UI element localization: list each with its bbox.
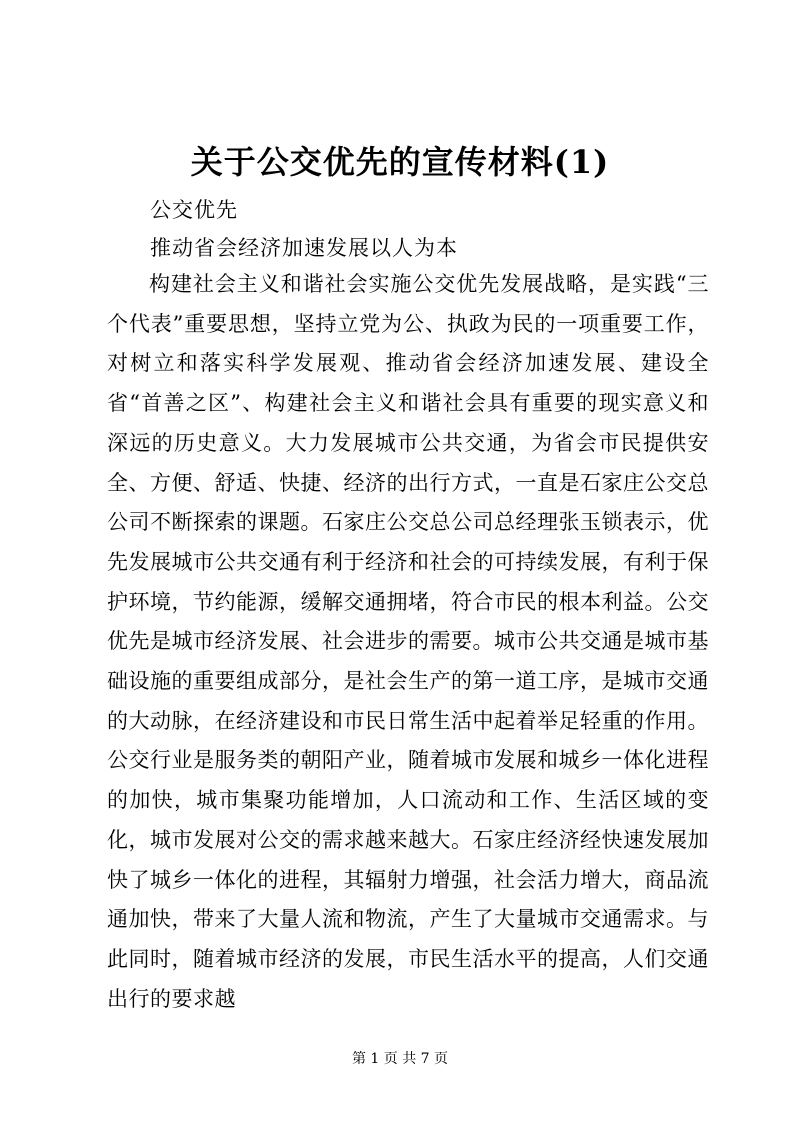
- subheading-theme: 推动省会经济加速发展以人为本: [150, 236, 458, 260]
- page-title: 关于公交优先的宣传材料(1): [190, 143, 610, 181]
- page-footer: 第 1 页 共 7 页: [351, 1051, 449, 1067]
- body-paragraph: 构建社会主义和谐社会实施公交优先发展战略，是实践“三个代表”重要思想，坚持立党为公、执政为民的一项重要工作，对树立和落实科学发展观、推动省会经济加速发展、建设全省“首善之区”、构建社会主义和谐社会具有重要的现实意义和深远的历史意义。大力发展城市公共交通，为省会市民提供安全、方便、舒适、快捷、经济的出行方式，一直是石家庄公交总公司不断探索的课题。石家庄公交总公司总经理张玉锁表示，优先发展城市公共交通有利于经济和社会的可持续发展，有利于保护环境，节约能源，缓解交通拥堵，符合市民的根本利益。公交优先是城市经济发展、社会进步的需要。城市公共交通是城市基础设施的重要组成部分，是社会生产的第一道工序，是城市交通的大动脉，在经济建设和市民日常生活中起着举足轻重的作用。公交行业是服务类的朝阳产业，随着城市发展和城乡一体化进程的加快，城市集聚功能增加，人口流动和工作、生活区域的变化，城市发展对公交的需求越来越大。石家庄经济经快速发展加快了城乡一体化的进程，其辐射力增强，社会活力增大，商品流通加快，带来了大量人流和物流，产生了大量城市交通需求。与此同时，随着城市经济的发展，市民生活水平的提高，人们交通出行的要求越: [107, 272, 709, 1011]
- subheading-topic: 公交优先: [150, 198, 238, 222]
